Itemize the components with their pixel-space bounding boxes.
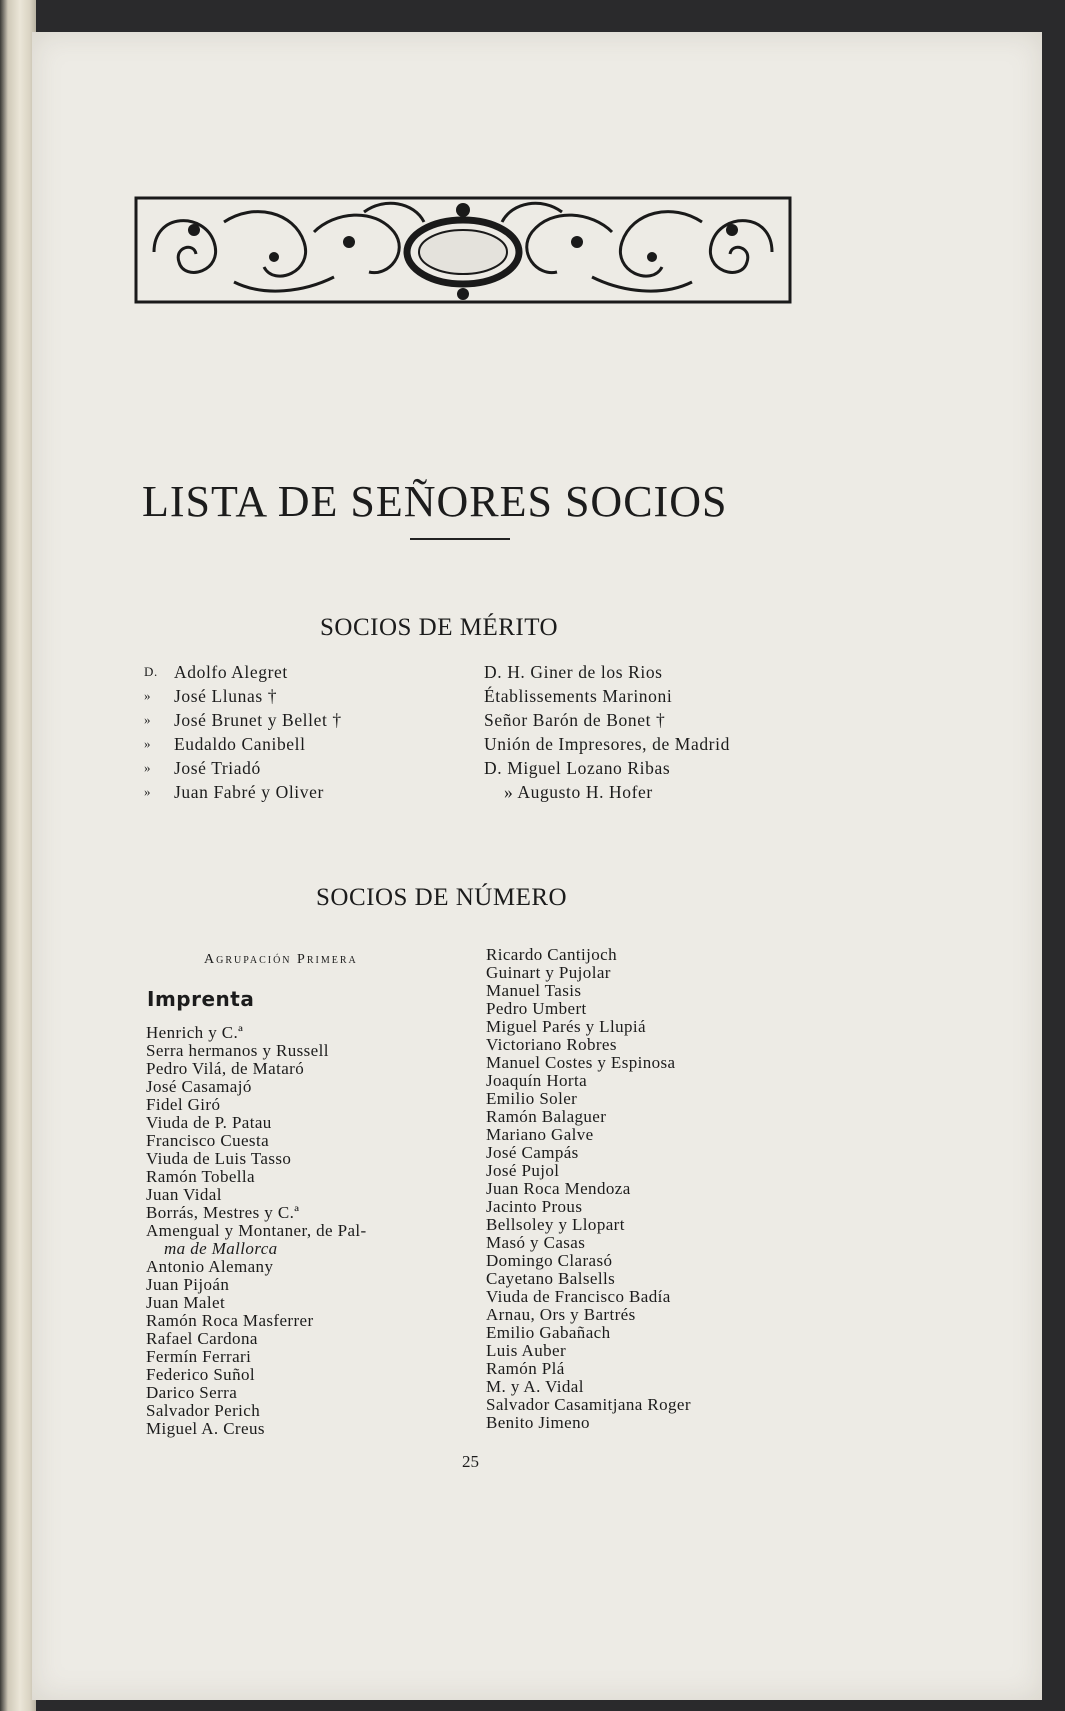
list-item: Manuel Costes y Espinosa	[486, 1053, 676, 1072]
section-heading-numero: SOCIOS DE NÚMERO	[316, 884, 568, 911]
list-item: » Augusto H. Hofer	[504, 782, 653, 802]
list-item: Ramón Balaguer	[486, 1107, 607, 1126]
ornamental-header-icon	[134, 182, 792, 318]
list-item: Juan Vidal	[146, 1185, 222, 1204]
list-item: Francisco Cuesta	[146, 1131, 270, 1150]
list-item: » Juan Fabré y Oliver	[144, 782, 324, 802]
numero-right-list	[486, 946, 691, 1432]
page-title: LISTA DE SEÑORES SOCIOS	[142, 477, 728, 526]
numero-left-list	[146, 1024, 367, 1438]
list-item: Domingo Clarasó	[486, 1251, 613, 1270]
list-item: José Casamajó	[146, 1077, 252, 1096]
category-heading: Imprenta	[147, 987, 255, 1011]
list-item: Viuda de Luis Tasso	[146, 1149, 292, 1168]
list-item: Rafael Cardona	[146, 1329, 258, 1348]
group-heading: Agrupación Primera	[204, 952, 358, 967]
list-item: Henrich y C.ª	[146, 1023, 244, 1042]
list-item: Arnau, Ors y Bartrés	[486, 1305, 636, 1324]
list-item: Señor Barón de Bonet †	[484, 710, 666, 730]
section-heading-merito: SOCIOS DE MÉRITO	[320, 614, 559, 641]
merito-right-list	[484, 660, 730, 804]
list-item: Darico Serra	[146, 1383, 238, 1402]
list-item: D. Adolfo Alegret	[144, 662, 288, 682]
list-item: Emilio Soler	[486, 1089, 578, 1108]
document-page	[32, 32, 1042, 1700]
list-item: Manuel Tasis	[486, 981, 582, 1000]
list-item: Miguel Parés y Llupiá	[486, 1017, 646, 1036]
list-item: Fermín Ferrari	[146, 1347, 252, 1366]
list-item: Antonio Alemany	[146, 1257, 274, 1276]
list-item: Ramón Plá	[486, 1359, 565, 1378]
list-item: Ricardo Cantijoch	[486, 945, 617, 964]
list-item: M. y A. Vidal	[486, 1377, 584, 1396]
list-item: » José Brunet y Bellet †	[144, 710, 342, 730]
list-item: Bellsoley y Llopart	[486, 1215, 625, 1234]
list-item: Borrás, Mestres y C.ª	[146, 1203, 300, 1222]
book-spine	[0, 0, 36, 1711]
list-item: Salvador Perich	[146, 1401, 261, 1420]
list-item: Cayetano Balsells	[486, 1269, 616, 1288]
list-item: Mariano Galve	[486, 1125, 594, 1144]
list-item: Viuda de Francisco Badía	[486, 1287, 671, 1306]
list-item: Amengual y Montaner, de Pal-	[146, 1221, 367, 1240]
list-item: Pedro Vilá, de Mataró	[146, 1059, 305, 1078]
page-number: 25	[462, 1452, 479, 1471]
list-item: Victoriano Robres	[486, 1035, 617, 1054]
list-item: José Pujol	[486, 1161, 560, 1180]
list-item: Ramón Tobella	[146, 1167, 255, 1186]
list-item: Serra hermanos y Russell	[146, 1041, 329, 1060]
merito-left-list	[144, 660, 342, 804]
list-item: » Eudaldo Canibell	[144, 734, 306, 754]
list-item: Masó y Casas	[486, 1233, 586, 1252]
list-item: » José Llunas †	[144, 686, 278, 706]
list-item: Jacinto Prous	[486, 1197, 583, 1216]
list-item: Emilio Gabañach	[486, 1323, 611, 1342]
list-item: Juan Malet	[146, 1293, 226, 1312]
list-item: Ramón Roca Masferrer	[146, 1311, 314, 1330]
list-item: Établissements Marinoni	[484, 686, 673, 706]
list-item: D. H. Giner de los Rios	[484, 662, 663, 682]
list-item: Federico Suñol	[146, 1365, 256, 1384]
list-item: Unión de Impresores, de Madrid	[484, 734, 730, 754]
list-item: José Campás	[486, 1143, 579, 1162]
list-item: Salvador Casamitjana Roger	[486, 1395, 691, 1414]
title-divider	[410, 538, 510, 540]
list-item: Viuda de P. Patau	[146, 1113, 272, 1132]
list-item: Joaquín Horta	[486, 1071, 588, 1090]
list-item: Pedro Umbert	[486, 999, 587, 1018]
list-item: Guinart y Pujolar	[486, 963, 611, 982]
list-item: » José Triadó	[144, 758, 261, 778]
list-item: Luis Auber	[486, 1341, 567, 1360]
list-item: D. Miguel Lozano Ribas	[484, 758, 671, 778]
list-item: Miguel A. Creus	[146, 1419, 265, 1438]
list-item: Benito Jimeno	[486, 1413, 590, 1432]
list-item: Fidel Giró	[146, 1095, 221, 1114]
list-item: Juan Roca Mendoza	[486, 1179, 631, 1198]
list-item: Juan Pijoán	[146, 1275, 230, 1294]
list-item: ma de Mallorca	[164, 1239, 278, 1258]
